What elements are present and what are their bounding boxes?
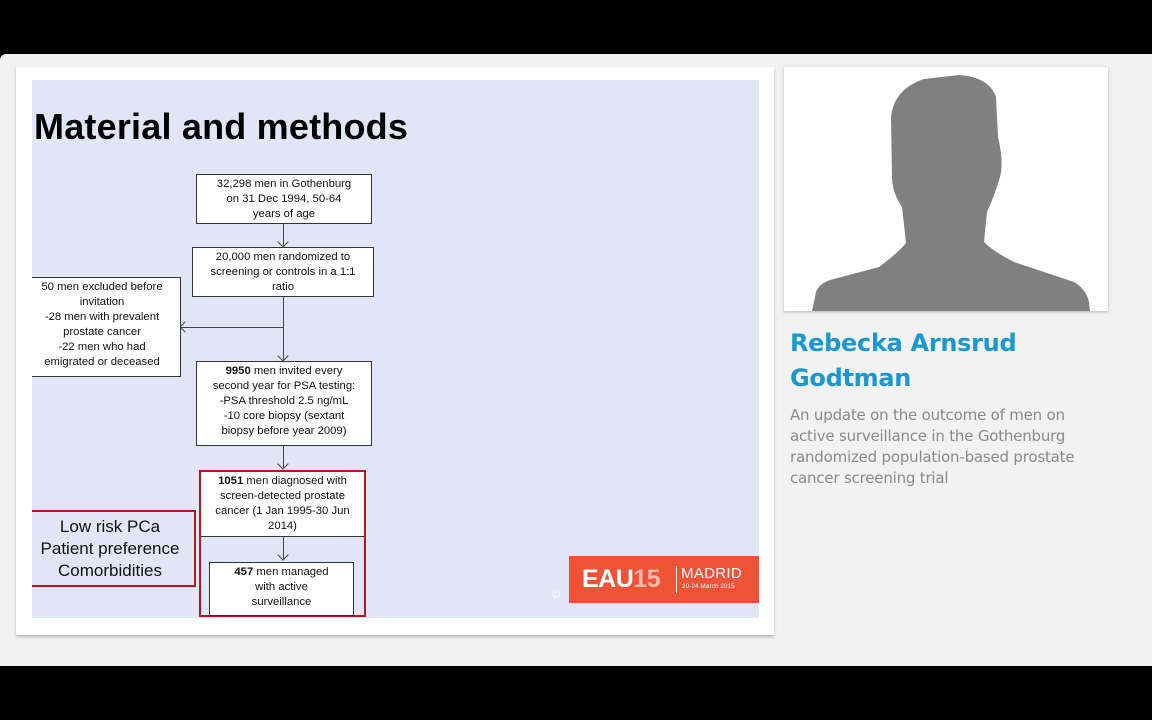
speaker-name: Rebecka Arnsrud Godtman (790, 329, 1017, 392)
arrow-down-icon (277, 350, 288, 361)
flow-box-randomized: 20,000 men randomized to screening or controls in a 1:1 ratio (192, 247, 374, 297)
eau15-logo: EAU15 MADRID 20-24 March 2015 (569, 556, 759, 603)
flow-box-invited: 9950 men invited every second year for PSA testing: -PSA threshold 2.5 ng/mL -10 core biopsy (sextant biopsy before year 2009) (196, 361, 372, 446)
reasons-box: Low risk PCa Patient preference Comorbidities (32, 510, 196, 587)
slide-panel (16, 67, 774, 635)
connector (181, 327, 283, 328)
logo-divider (676, 566, 677, 593)
flow-box-population: 32,298 men in Gothenburg on 31 Dec 1994, 50-64 years of age (196, 174, 372, 224)
slide-title: Material and methods (34, 106, 409, 147)
person-silhouette-icon (784, 67, 1108, 311)
arrow-down-icon (277, 236, 288, 247)
flow-box-diagnosed: 1051 men diagnosed with screen-detected prostate cancer (1 Jan 1995-30 Jun 2014) (201, 472, 364, 537)
talk-title: An update on the outcome of men on active surveillance in the Gothenburg randomized population-based prostate cancer screening trial (790, 406, 1075, 487)
arrow-left-icon (179, 321, 190, 332)
speaker-avatar (784, 67, 1108, 311)
flow-box-active-surveillance: 457 men managed with active surveillance (209, 562, 354, 616)
presentation-stage (0, 54, 1152, 666)
slide (32, 80, 759, 618)
flow-box-excluded: 50 men excluded before invitation -28 men with prevalent prostate cancer -22 men who had emigrated or deceased (32, 277, 181, 377)
arrow-down-icon (277, 458, 288, 469)
copyright-mark: © (552, 589, 561, 601)
